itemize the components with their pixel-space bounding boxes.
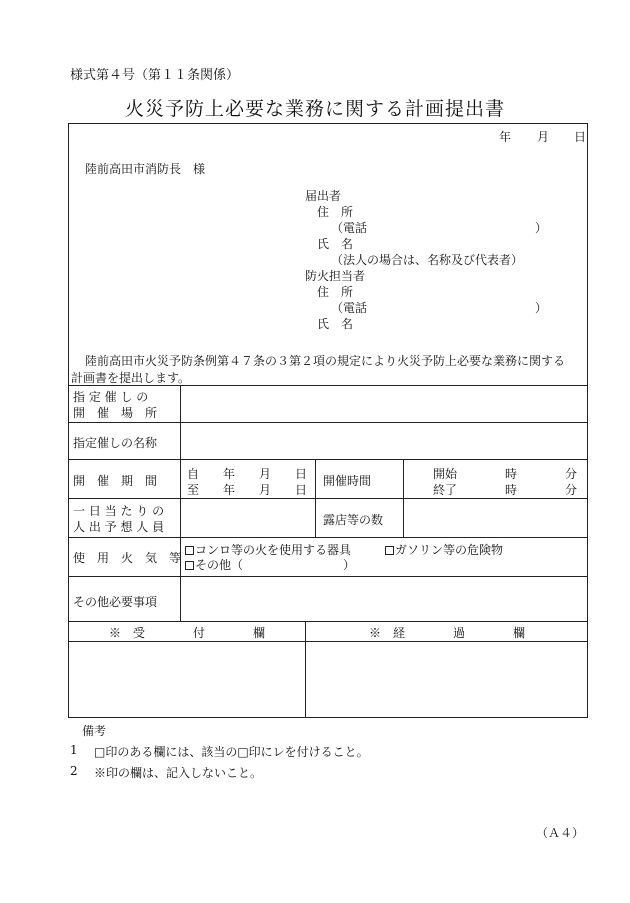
- period-from[interactable]: 自 年 月 日: [187, 467, 308, 481]
- paper-size: （Ａ４）: [536, 826, 585, 840]
- date-year[interactable]: 年: [499, 130, 512, 144]
- fire-officer-phone-label: （電話: [331, 301, 368, 315]
- submitter-address-label: 住 所: [317, 205, 354, 219]
- option-gasoline[interactable]: [385, 541, 503, 558]
- option-other[interactable]: [185, 556, 243, 573]
- note-1-text: □印のある欄には、該当の□印にレを付けること。: [94, 745, 369, 759]
- venue-label-line-2: 開 催 場 所: [73, 406, 158, 420]
- option-other-close: ）: [343, 558, 356, 572]
- checkbox-gasoline[interactable]: [385, 546, 394, 555]
- addressee: 陸前高田市消防長 様: [85, 162, 206, 176]
- notes-heading: 備考: [82, 724, 107, 738]
- checkbox-other[interactable]: [185, 561, 194, 570]
- event-name-label: 指定催しの名称: [73, 436, 158, 450]
- rule-label-column: [180, 385, 181, 621]
- rule-bottom-split: [305, 621, 306, 718]
- fire-officer-address-label: 住 所: [317, 285, 354, 299]
- submitter-phone-label: （電話: [331, 221, 368, 235]
- rule-name: [69, 459, 587, 460]
- rule-other: [69, 621, 587, 622]
- reception-column-header: ※ 受 付 欄: [109, 626, 266, 640]
- note-2-number: 2: [70, 764, 78, 778]
- rule-fire-use: [69, 576, 587, 577]
- form-frame: [68, 123, 588, 718]
- attendance-label-line-2: 人 出 予 想 人 員: [73, 520, 165, 534]
- venue-label-line-1: 指 定 催 し の: [73, 390, 149, 404]
- rule-mid-column-left: [315, 459, 316, 537]
- rule-venue: [69, 422, 587, 423]
- option-stove-label: コンロ等の火を使用する器具: [195, 543, 352, 557]
- option-gasoline-label: ガソリン等の危険物: [395, 543, 504, 557]
- rule-period: [69, 498, 587, 499]
- hours-end[interactable]: 終了 時 分: [433, 483, 578, 497]
- rule-bottom-header: [69, 641, 587, 642]
- date-day[interactable]: 日: [574, 130, 587, 144]
- rule-attendance: [69, 537, 587, 538]
- checkbox-stove[interactable]: [185, 546, 194, 555]
- hours-start[interactable]: 開始 時 分: [433, 467, 578, 481]
- stalls-label: 露店等の数: [323, 513, 384, 527]
- fire-officer-phone-close: ）: [535, 301, 548, 315]
- hours-label: 開催時間: [323, 474, 372, 488]
- note-1-number: 1: [70, 743, 78, 757]
- fire-use-label: 使 用 火 気 等: [73, 551, 182, 565]
- option-other-label: その他（: [195, 558, 244, 572]
- submitter-phone-close: ）: [535, 221, 548, 235]
- attendance-label-line-1: 一 日 当 た り の: [73, 504, 165, 518]
- period-to[interactable]: 至 年 月 日: [187, 483, 308, 497]
- note-2-text: ※印の欄は、記入しないこと。: [94, 766, 263, 780]
- progress-column-header: ※ 経 過 欄: [369, 626, 526, 640]
- submitter-corp-note: （法人の場合は、名称及び代表者）: [331, 253, 524, 267]
- form-title: 火災予防上必要な業務に関する計画提出書: [124, 98, 505, 120]
- form-number: 様式第４号（第１１条関係）: [70, 68, 240, 83]
- rule-top-table: [69, 385, 587, 386]
- statement-line-1: 陸前高田市火災予防条例第４７条の３第２項の規定により火災予防上必要な業務に関する: [85, 354, 566, 368]
- submitter-name-label: 氏 名: [317, 237, 354, 251]
- period-label: 開 催 期 間: [73, 474, 158, 488]
- other-matters-label: その他必要事項: [73, 595, 158, 609]
- rule-mid-column-right: [403, 459, 404, 537]
- fire-officer-name-label: 氏 名: [317, 317, 354, 331]
- date-month[interactable]: 月: [537, 130, 550, 144]
- submitter-heading: 届出者: [305, 189, 342, 203]
- statement-line-2: 計画書を提出します。: [71, 371, 191, 385]
- fire-officer-heading: 防火担当者: [305, 269, 366, 283]
